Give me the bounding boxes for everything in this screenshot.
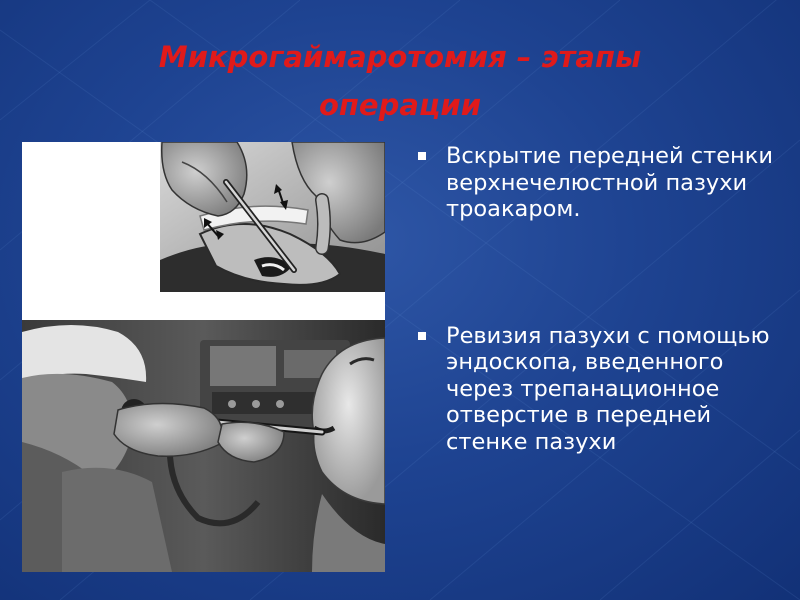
bullet-square-icon <box>418 332 426 340</box>
slide-title: Микрогаймаротомия – этапы операции <box>158 40 642 122</box>
bullet-text: Ревизия пазухи с помощью эндоскопа, введенного через трепанационное отверстие в передней стенке пазухи <box>446 322 770 455</box>
bullet-text: Вскрытие передней стенки верхнечелюстной пазухи троакаром. <box>446 143 773 222</box>
surgery-photo <box>22 142 385 572</box>
bullet-list <box>415 143 785 455</box>
bullet-square-icon <box>418 152 426 160</box>
bullet-item-trocar-opening <box>415 143 785 223</box>
bullet-item-endoscope-revision <box>415 323 785 456</box>
